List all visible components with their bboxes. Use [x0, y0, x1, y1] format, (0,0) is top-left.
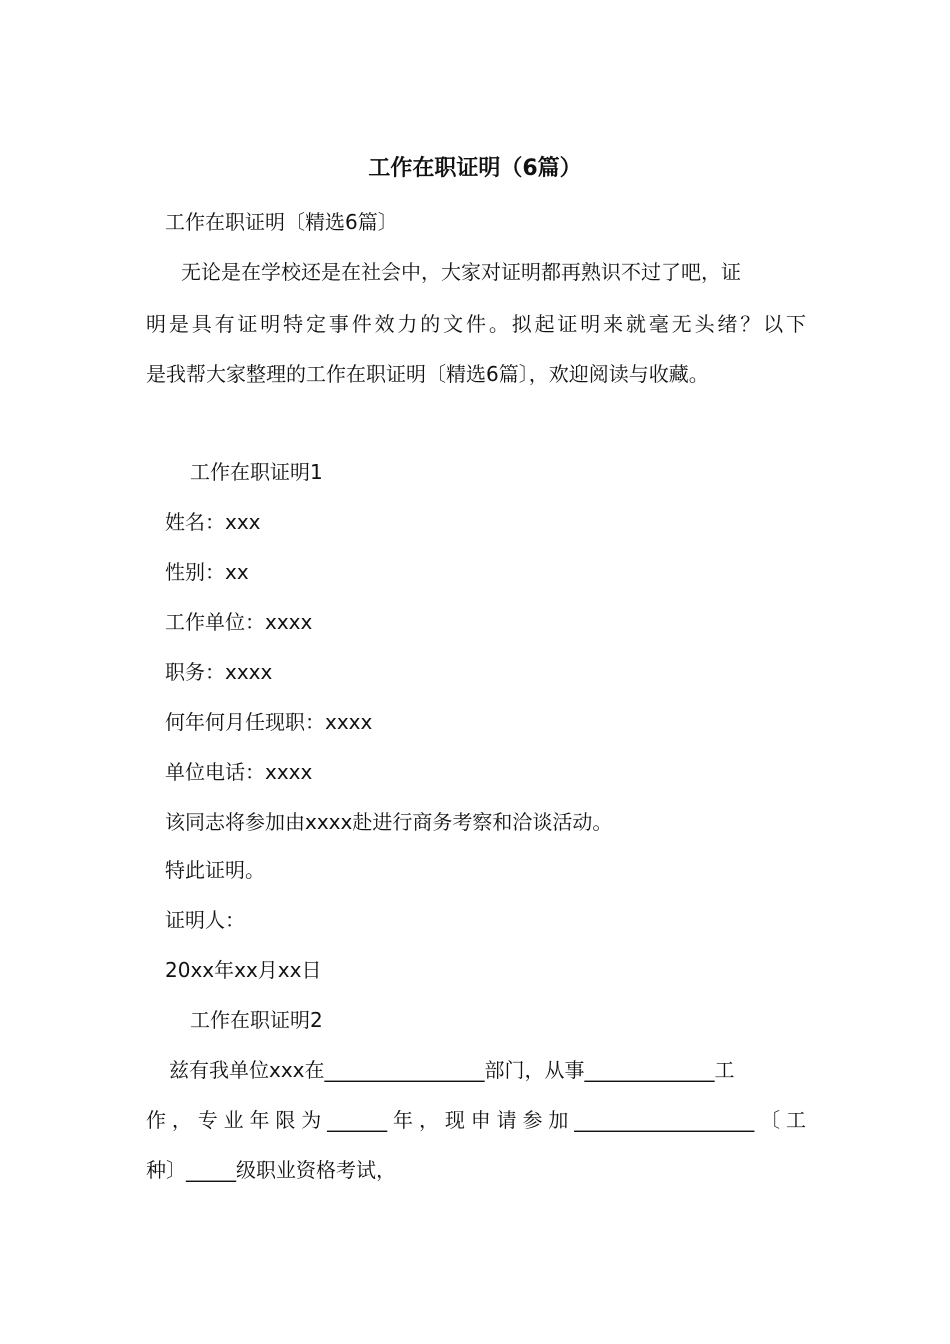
- section1-line-certify: 特此证明。: [165, 858, 265, 882]
- section1-line-date: 20xx年xx月xx日: [165, 958, 322, 982]
- intro-line-1: 无论是在学校还是在社会中，大家对证明都再熟识不过了吧，证: [181, 260, 741, 284]
- section1-line-start-date: 何年何月任现职：xxxx: [165, 710, 373, 734]
- document-title: 工作在职证明（6篇）: [368, 156, 582, 181]
- section1-line-gender: 性别：xx: [165, 560, 249, 584]
- section1-line-name: 姓名：xxx: [165, 510, 261, 534]
- section-heading-2: 工作在职证明2: [190, 1008, 323, 1032]
- section1-line-phone: 单位电话：xxxx: [165, 760, 313, 784]
- intro-line-2: 明是具有证明特定事件效力的文件。拟起证明来就毫无头绪？以下: [146, 312, 806, 336]
- section2-line-2: 作，专业年限为______年，现申请参加__________________〔工: [146, 1108, 806, 1132]
- section1-line-workplace: 工作单位：xxxx: [165, 610, 313, 634]
- section1-line-position: 职务：xxxx: [165, 660, 273, 684]
- section1-line-activity: 该同志将参加由xxxx赴进行商务考察和洽谈活动。: [165, 810, 613, 834]
- intro-line-3: 是我帮大家整理的工作在职证明〔精选6篇〕，欢迎阅读与收藏。: [146, 362, 709, 386]
- section2-line-1: 兹有我单位xxx在________________部门，从事_____________工: [169, 1058, 735, 1082]
- section-heading-1: 工作在职证明1: [190, 460, 323, 484]
- section1-line-certifier: 证明人：: [165, 908, 245, 932]
- document-subtitle: 工作在职证明〔精选6篇〕: [165, 210, 398, 234]
- section2-line-3: 种〕_____级职业资格考试，: [146, 1158, 396, 1182]
